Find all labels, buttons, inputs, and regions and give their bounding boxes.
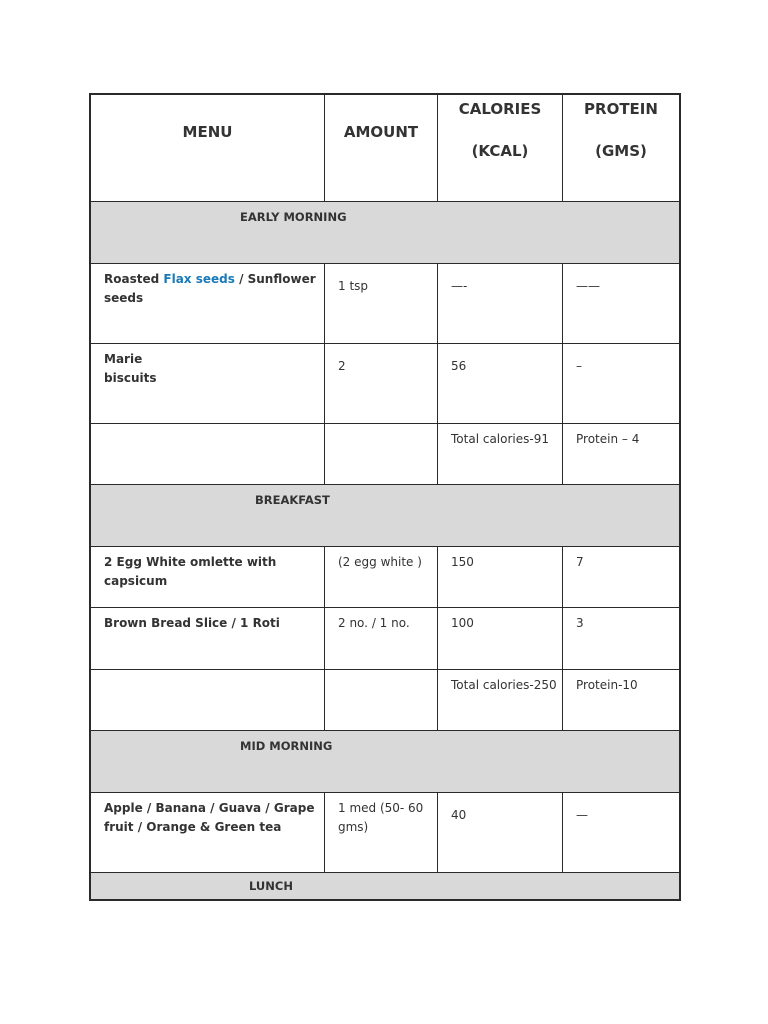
header-calories-line2: (KCAL) <box>471 142 529 160</box>
diet-chart <box>89 93 680 901</box>
table-row <box>91 793 680 873</box>
amount-cell: (2 egg white ) <box>325 547 438 608</box>
empty-cell <box>91 424 325 485</box>
empty-cell <box>325 670 438 731</box>
empty-cell <box>91 670 325 731</box>
section-label: EARLY MORNING <box>91 202 680 264</box>
menu-cell: Roasted Flax seeds / Sunflower seeds <box>91 264 325 344</box>
header-row <box>91 95 680 202</box>
section-label: LUNCH <box>91 873 680 900</box>
section-label: MID MORNING <box>91 731 680 793</box>
calories-cell: 56 <box>438 344 563 424</box>
section-label: BREAKFAST <box>91 485 680 547</box>
table-row <box>91 608 680 670</box>
amount-cell: 1 med (50- 60 gms) <box>325 793 438 873</box>
total-calories-cell: Total calories-250 <box>438 670 563 731</box>
total-calories-cell: Total calories-91 <box>438 424 563 485</box>
calories-cell: 150 <box>438 547 563 608</box>
menu-cell: Apple / Banana / Guava / Grape fruit / Orange & Green tea <box>91 793 325 873</box>
calories-cell: 100 <box>438 608 563 670</box>
section-early-morning <box>91 202 680 264</box>
header-amount: AMOUNT <box>325 95 438 202</box>
protein-cell: —— <box>563 264 680 344</box>
header-calories <box>438 95 563 202</box>
protein-cell: – <box>563 344 680 424</box>
total-row <box>91 670 680 731</box>
amount-cell: 2 no. / 1 no. <box>325 608 438 670</box>
menu-cell: Marie biscuits <box>91 344 325 424</box>
empty-cell <box>325 424 438 485</box>
section-mid-morning <box>91 731 680 793</box>
menu-cell: 2 Egg White omlette with capsicum <box>91 547 325 608</box>
section-breakfast <box>91 485 680 547</box>
diet-table <box>90 94 680 900</box>
table-row <box>91 344 680 424</box>
total-row <box>91 424 680 485</box>
protein-cell: 3 <box>563 608 680 670</box>
flax-seeds-link[interactable]: Flax seeds <box>163 272 235 286</box>
header-protein-line1: PROTEIN <box>584 100 658 118</box>
header-menu: MENU <box>91 95 325 202</box>
table-row <box>91 547 680 608</box>
amount-cell: 1 tsp <box>325 264 438 344</box>
menu-cell: Brown Bread Slice / 1 Roti <box>91 608 325 670</box>
header-calories-line1: CALORIES <box>458 100 542 118</box>
calories-cell: —- <box>438 264 563 344</box>
section-lunch <box>91 873 680 900</box>
protein-cell: — <box>563 793 680 873</box>
header-protein <box>563 95 680 202</box>
table-row <box>91 264 680 344</box>
total-protein-cell: Protein – 4 <box>563 424 680 485</box>
calories-cell: 40 <box>438 793 563 873</box>
header-protein-line2: (GMS) <box>595 142 647 160</box>
protein-cell: 7 <box>563 547 680 608</box>
total-protein-cell: Protein-10 <box>563 670 680 731</box>
amount-cell: 2 <box>325 344 438 424</box>
